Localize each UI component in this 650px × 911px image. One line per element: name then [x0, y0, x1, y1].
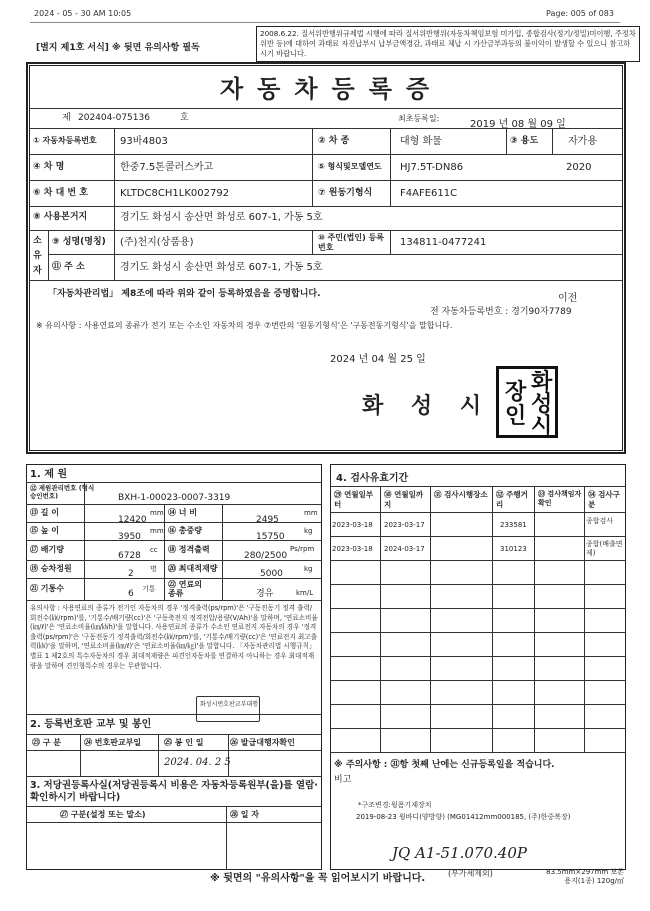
label-length: ⑬ 길 이 — [30, 508, 60, 517]
remark-change-detail: 2019-08-23 윙바디(양방향) (MG01412mm000185, (주)한중복장) — [356, 813, 571, 821]
value-vin: KLTDC8CH1LK002792 — [120, 188, 230, 199]
value-vehicle-name: 한중7.5톤콜러스카고 — [120, 162, 214, 173]
inspection-type: 종합(배출면제) — [586, 540, 623, 557]
value-fuel-type: 경유 — [256, 589, 274, 599]
unit-seating: 명 — [150, 565, 157, 573]
document-title: 자동차등록증 — [220, 75, 444, 103]
remark-structure-change: *구조변경:윙폼기제장치 — [358, 801, 432, 809]
grid-line — [29, 230, 623, 231]
owner-side-label: 소 유 자 — [33, 236, 42, 276]
label-width: ⑭ 너 비 — [168, 508, 198, 517]
grid-line — [312, 230, 313, 254]
fax-page-counter: Page: 005 of 083 — [546, 9, 614, 18]
remarks-label: 비고 — [334, 775, 352, 785]
label-owner-name: ⑨ 성명(명칭) — [52, 237, 106, 247]
inspection-from: 2023-03-18 — [332, 545, 373, 553]
form-label: [별지 제1호 서식] ※ 뒷면 유의사항 필독 — [36, 43, 200, 53]
caution-note: ※ 유의사항 : 사용연료의 종류가 전기 또는 수소인 자동차의 경우 ⑦번란의 '원동기형식'은 '구동전동기형식'을 말합니다. — [36, 321, 453, 330]
label-owner-id: ⑩ 주민(법인) 등록번호 — [318, 233, 385, 252]
label-reg-number: ① 자동차등록번호 — [33, 136, 97, 145]
value-displacement: 6728 — [118, 551, 141, 561]
grid-line — [29, 280, 623, 281]
value-vehicle-class: 대형 화물 — [400, 136, 442, 147]
reg-no-value: 202404-075136 — [78, 113, 150, 123]
value-spec-mgmt-no: BXH-1-00023-0007-3319 — [118, 493, 231, 503]
value-gross-weight: 15750 — [256, 532, 285, 542]
penalty-notice-box — [256, 26, 640, 62]
handwritten-note: JQ A1-51.070.40P — [392, 844, 527, 862]
label-displacement: ⑰ 배기량 — [30, 545, 64, 554]
grid-line — [26, 600, 322, 601]
certification-statement: 「자동차관리법」 제8조에 따라 위와 같이 등록하였음을 증명합니다. — [48, 289, 321, 299]
inspection-to: 2024-03-17 — [384, 545, 425, 553]
grid-line — [84, 482, 85, 600]
grid-line — [222, 504, 223, 600]
unit-height: mm — [150, 527, 164, 535]
plate-issue-stamp — [196, 696, 260, 722]
grid-line — [330, 486, 626, 487]
grid-line — [312, 128, 313, 206]
seal-char: 인 — [505, 404, 527, 429]
footer-vat-note: (부가세제외) — [448, 869, 493, 878]
inspection-mileage: 310123 — [500, 545, 527, 553]
inspection-footnote: ※ 주의사항 : ㉛항 첫째 난에는 신규등록일을 적습니다. — [334, 760, 555, 770]
grid-line — [330, 536, 626, 537]
inspection-from: 2023-03-18 — [332, 521, 373, 529]
value-location: 경기도 화성시 송산면 화성로 607-1, 가동 5호 — [120, 212, 323, 223]
first-reg-label: 최초등록일: — [398, 114, 440, 123]
value-model-year: 2020 — [566, 162, 592, 173]
value-width: 2495 — [256, 515, 279, 525]
fax-timestamp: 2024 - 05 - 30 AM 10:05 — [34, 9, 132, 18]
seal-char: 시 — [531, 414, 553, 439]
grid-line — [29, 154, 623, 155]
grid-line — [48, 254, 623, 255]
label-rated-output: ⑱ 정격출력 — [168, 545, 210, 554]
label-max-load: ⑳ 최대적재량 — [168, 564, 218, 573]
inspection-panel — [330, 464, 626, 870]
issuer-name: 화 성 시 — [362, 394, 492, 419]
grid-line — [228, 734, 229, 776]
previous-reg-number: 전 자동차등록번호 : 경기90자7789 — [430, 307, 572, 317]
label-vin: ⑥ 차 대 번 호 — [33, 188, 88, 198]
label-plate-category: ㉓ 구 분 — [32, 738, 62, 747]
value-usage: 자가용 — [568, 136, 597, 147]
grid-line — [26, 776, 322, 777]
seal-char: 장 — [505, 380, 527, 405]
value-rated-output: 280/2500 — [244, 551, 288, 561]
unit-rated-output: Ps/rpm — [290, 545, 315, 553]
grid-line — [26, 714, 322, 715]
grid-line — [380, 486, 381, 752]
label-plate-issue-date: ㉔ 번호판교부일 — [84, 738, 142, 747]
unit-fuel-economy: km/L — [296, 589, 314, 597]
grid-line — [506, 128, 507, 154]
value-length: 12420 — [118, 515, 147, 525]
spec-caution-note: 유의사항 : 사용연료의 종류가 전기인 자동차의 경우 '정격출력(ps/rpm)'은 '구동전동기 정격 출력/회전수(㎾/rpm)'를, '기통수/배기량(cc)'은 '구동축전지 정격전압/용량(V/Ah)'을 말하며, '연료소비율(㎞/ℓ)'은 '연료소비율(㎞/㎾h)'을 말합니다. 사용연료의 종류가 수소인 연료전지 자동차의 경우 '정격출력(ps/rpm)'은 '구동전동기 정격출력/회전수(㎾/rpm)'를, '기통수/배기량(cc)'은 '연료전지 최고출력(㎾)'을 말하며, '연료소비율(㎞/ℓ)'은 '연료소비율(㎞/㎏)'을 말합니다. 「자동차관리법 시행규칙」 별표 1 제2호의 특수자동차의 경우 최대적재량은 피견인자동차를 연결하지 아니하는 경우 최대적재량을 말하며 견인형특수의 경우는 무관합니다. — [30, 604, 318, 670]
grid-line — [26, 750, 322, 751]
label-location: ⑧ 사용본거지 — [33, 212, 88, 222]
grid-line — [330, 656, 626, 657]
official-seal — [496, 366, 558, 438]
grid-line — [164, 504, 165, 600]
penalty-notice-text: 2008.6.22. 질서위반행위규제법 시행에 따라 질서위반행위(자동차책임보험 미가입, 종합검사(정기/정밀)미이행, 주정차위반 등)에 대하여 과태료 자진납부시 납부금액경감, 과태료 체납 시 가산금부과등의 불이익이 발생할 수 있으니 참고하시기 바랍니다. — [260, 29, 636, 58]
grid-line — [330, 632, 626, 633]
label-agent-confirm: ㉖ 발급대행자확인 — [230, 738, 295, 747]
fax-rule — [30, 22, 620, 23]
value-owner-id: 134811-0477241 — [400, 237, 487, 248]
label-vehicle-name: ④ 차 명 — [33, 162, 65, 172]
value-max-load: 5000 — [260, 569, 283, 579]
grid-line — [80, 734, 81, 776]
label-height: ⑮ 높 이 — [30, 526, 60, 535]
issue-date: 2024 년 04 월 25 일 — [330, 354, 426, 365]
grid-line — [114, 230, 115, 280]
grid-line — [492, 486, 493, 752]
value-seating: 2 — [128, 569, 134, 579]
label-fuel-type: ㉒ 연료의 종류 — [168, 580, 202, 598]
value-cylinders: 6 — [128, 589, 134, 599]
title-rule — [29, 108, 623, 109]
grid-line — [26, 734, 322, 735]
grid-line — [29, 128, 623, 129]
col-mileage: ㉜ 주행거리 — [496, 490, 528, 509]
grid-line — [158, 734, 159, 776]
grid-line — [26, 822, 322, 823]
label-owner-address: ⑪ 주 소 — [52, 262, 85, 272]
label-cylinders: ㉑ 기통수 — [30, 584, 64, 593]
grid-line — [29, 206, 623, 207]
col-inspection-place: ㉛ 검사시행장소 — [434, 490, 488, 499]
label-seating: ⑲ 승차정원 — [30, 564, 72, 573]
grid-line — [114, 128, 115, 230]
grid-line — [430, 486, 431, 752]
grid-line — [330, 608, 626, 609]
spec-header: 1. 제 원 — [30, 469, 68, 480]
plate-section-header: 2. 등록번호판 교부 및 봉인 — [30, 719, 152, 730]
value-height: 3950 — [118, 532, 141, 542]
label-vehicle-class: ② 차 종 — [318, 136, 350, 146]
grid-line — [330, 680, 626, 681]
grid-line — [390, 230, 391, 254]
col-inspection-type: ㉞ 검사구분 — [588, 490, 620, 509]
label-lien-type: ㉗ 구분(설정 또는 말소) — [60, 810, 146, 819]
grid-line — [584, 486, 585, 752]
footer-paper-size: 83.5mm×297mm 보존용지(1종) 120g/㎡ — [546, 868, 624, 885]
value-owner-address: 경기도 화성시 송산면 화성로 607-1, 가동 5호 — [120, 262, 323, 273]
label-seal-date: ㉕ 봉 인 일 — [164, 738, 204, 747]
inspection-header: 4. 검사유효기간 — [336, 473, 409, 484]
plate-stamp-text: 화성시번호판교부대행 — [200, 701, 258, 708]
value-owner-name: (주)천지(상품용) — [120, 237, 194, 248]
seal-char: 성 — [531, 392, 553, 417]
lien-section-header: 3. 저당권등록사실(저당권등록시 비용은 자동차등록원부(을)를 열람·확인하시기 바랍니다) — [30, 780, 318, 803]
inspection-mileage: 233581 — [500, 521, 527, 529]
value-model: HJ7.5T-DN86 — [400, 162, 464, 173]
label-gross-weight: ⑯ 총중량 — [168, 526, 202, 535]
inspection-type: 종합검사 — [586, 517, 614, 525]
unit-gross-weight: kg — [304, 527, 313, 535]
grid-line — [29, 180, 623, 181]
label-lien-date: ㉘ 일 자 — [230, 810, 260, 819]
grid-line — [330, 512, 626, 513]
grid-line — [330, 584, 626, 585]
transfer-label: 이전 — [558, 293, 578, 304]
grid-line — [330, 704, 626, 705]
grid-line — [552, 128, 553, 154]
value-seal-date: 2024. 04. 2 5 — [164, 757, 231, 768]
label-engine-type: ⑦ 원동기형식 — [318, 188, 373, 198]
grid-line — [390, 128, 391, 206]
unit-cylinders: 기통 — [142, 585, 156, 593]
value-reg-number: 93바4803 — [120, 136, 168, 147]
grid-line — [26, 504, 322, 505]
unit-displacement: cc — [150, 546, 158, 554]
grid-line — [330, 728, 626, 729]
unit-length: mm — [150, 509, 164, 517]
col-to-date: ㉚ 연월일까지 — [384, 490, 424, 509]
grid-line — [26, 806, 322, 807]
first-reg-date: 2019 년 08 월 09 일 — [470, 119, 566, 130]
unit-width: mm — [304, 509, 318, 517]
unit-max-load: kg — [304, 565, 313, 573]
label-usage: ③ 용도 — [510, 136, 539, 146]
grid-line — [534, 486, 535, 752]
label-model-year: ⑤ 형식및모델연도 — [318, 162, 382, 171]
grid-line — [226, 806, 227, 870]
seal-char: 화 — [531, 370, 553, 395]
col-from-date: ㉙ 연월일부터 — [334, 490, 374, 509]
grid-line — [330, 752, 626, 753]
reg-no-suffix: 호 — [180, 113, 189, 123]
inspection-to: 2023-03-17 — [384, 521, 425, 529]
grid-line — [26, 482, 322, 483]
reg-no-label: 제 — [62, 113, 71, 123]
value-engine-type: F4AFE611C — [400, 188, 458, 199]
label-spec-mgmt-no: ⑫ 제원관리번호 (형식승인번호) — [30, 484, 95, 500]
grid-line — [330, 560, 626, 561]
grid-line — [48, 230, 49, 280]
footer-caution: ※ 뒷면의 "유의사항"을 꼭 읽어보시기 바랍니다. — [210, 873, 426, 884]
col-inspector-confirm: ㉝ 검사책임자확인 — [538, 490, 582, 507]
